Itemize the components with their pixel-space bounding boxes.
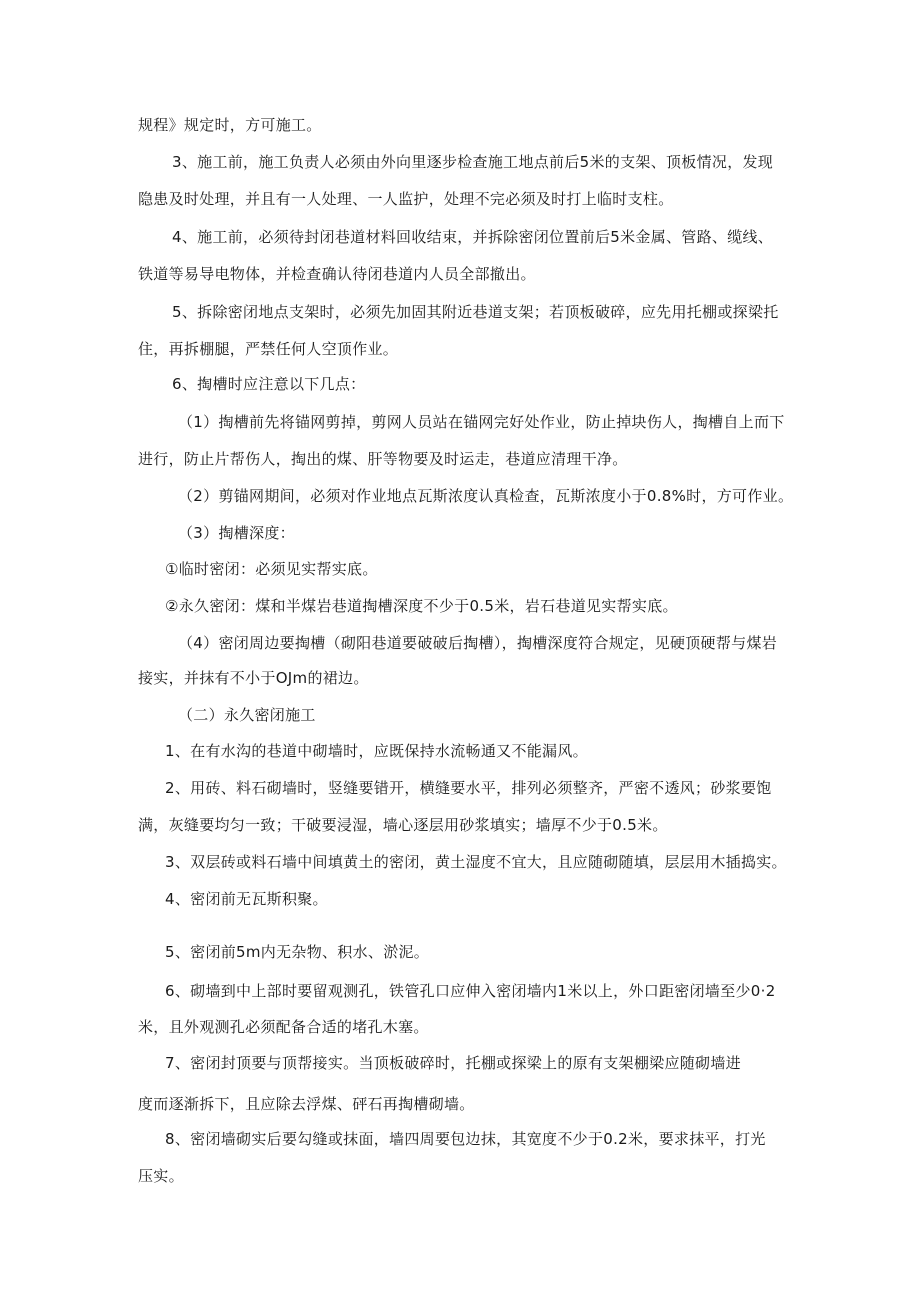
text-line: 满，灰缝要均匀一致；干破要浸湿，墙心逐层用砂浆填实；墙厚不少于0.5米。 — [138, 816, 668, 834]
text-line: 3、双层砖或料石墙中间填黄土的密闭，黄土湿度不宜大，且应随砌随填，层层用木插捣实。 — [165, 853, 787, 871]
text-line: 5、拆除密闭地点支架时，必须先加固其附近巷道支架；若顶板破碎，应先用托棚或探梁托 — [172, 303, 779, 321]
text-line: 压实。 — [138, 1167, 184, 1185]
text-line: （1）掏槽前先将锚网剪掉，剪网人员站在锚网完好处作业，防止掉块伤人，掏槽自上而下 — [178, 413, 785, 431]
text-line: 进行，防止片帮伤人，掏出的煤、肝等物要及时运走，巷道应清理干净。 — [138, 450, 628, 468]
text-line: 3、施工前，施工负责人必须由外向里逐步检查施工地点前后5米的支架、顶板情况，发现 — [172, 153, 774, 171]
text-line: （4）密闭周边要掏槽（砌阳巷道要破破后掏槽），掏槽深度符合规定，见硬顶硬帮与煤岩 — [178, 634, 778, 652]
text-line: ②永久密闭：煤和半煤岩巷道掏槽深度不少于0.5米，岩石巷道见实帮实底。 — [165, 597, 678, 615]
text-line: 8、密闭墙砌实后要勾缝或抹面，墙四周要包边抹，其宽度不少于0.2米，要求抹平，打光 — [165, 1130, 766, 1148]
text-line: 4、密闭前无瓦斯积聚。 — [165, 890, 328, 908]
text-line: 5、密闭前5m内无杂物、积水、淤泥。 — [165, 943, 430, 961]
text-line: 隐患及时处理，并且有一人处理、一人监护，处理不完必须及时打上临时支柱。 — [138, 190, 674, 208]
text-line: 1、在有水沟的巷道中砌墙时，应既保持水流畅通又不能漏风。 — [165, 742, 588, 760]
text-line: 铁道等易导电物体，并检查确认待闭巷道内人员全部撤出。 — [138, 265, 536, 283]
text-line: 度而逐渐拆下，且应除去浮煤、砰石再掏槽砌墙。 — [138, 1095, 475, 1113]
text-line: 规程》规定时，方可施工。 — [138, 116, 322, 134]
text-line: 住，再拆棚腿，严禁任何人空顶作业。 — [138, 340, 399, 358]
text-line: 米，且外观测孔必须配备合适的堵孔木塞。 — [138, 1018, 429, 1036]
text-line: 6、掏槽时应注意以下几点： — [172, 375, 366, 393]
text-line: 6、砌墙到中上部时要留观测孔，铁管孔口应伸入密闭墙内1米以上，外口距密闭墙至少0·2 — [165, 982, 776, 1000]
text-line: 7、密闭封顶要与顶帮接实。当顶板破碎时，托棚或探梁上的原有支架棚梁应随砌墙进 — [165, 1054, 741, 1072]
text-line: （二）永久密闭施工 — [178, 706, 316, 724]
text-line: （3）掏槽深度： — [178, 524, 295, 542]
text-line: ①临时密闭：必须见实帮实底。 — [165, 560, 378, 578]
text-line: 2、用砖、料石砌墙时，竖缝要错开，横缝要水平，排列必须整齐，严密不透风；砂浆要饱 — [165, 779, 772, 797]
text-line: 接实，并抹有不小于OJm的裙边。 — [138, 669, 369, 687]
text-line: （2）剪锚网期间，必须对作业地点瓦斯浓度认真检查，瓦斯浓度小于0.8%时，方可作业。 — [178, 487, 794, 505]
text-line: 4、施工前，必须待封闭巷道材料回收结束，并拆除密闭位置前后5米金属、管路、缆线、 — [172, 228, 774, 246]
